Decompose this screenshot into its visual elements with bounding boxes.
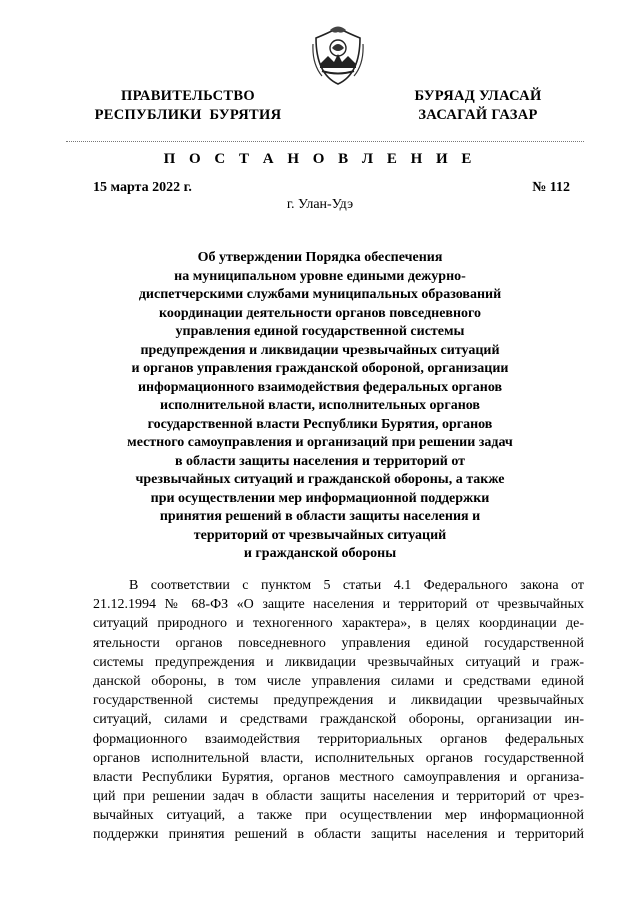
title-line: управления единой государственной системы bbox=[175, 324, 465, 339]
body-line: данской обороны, в том числе управления силами и средствами единой bbox=[93, 673, 584, 689]
body-line: формационного взаимодействия территориальных органов федеральных bbox=[93, 731, 584, 747]
title-line: на муниципальном уровне едиными дежурно- bbox=[174, 268, 466, 284]
title-line: принятия решений в области защиты населения и bbox=[159, 509, 481, 524]
title-line: местного самоуправления и организаций при решении задач bbox=[127, 435, 513, 450]
coat-of-arms-icon bbox=[312, 24, 364, 86]
body-line: власти Республики Бурятия, органов местного самоуправления и организа- bbox=[93, 769, 584, 785]
body-line: поддержки принятия решений в области защиты населения и территорий bbox=[93, 827, 584, 843]
title-line: чрезвычайных ситуаций и гражданской обороны, а также bbox=[135, 472, 505, 487]
title-line: государственной власти Республики Бурятия, органов bbox=[147, 416, 493, 432]
title-line: в области защиты населения и территорий от bbox=[174, 453, 466, 469]
body-line: государственной системы предупреждения и ликвидации чрезвычайных bbox=[93, 693, 584, 709]
title-line: диспетчерскими службами муниципальных образований bbox=[138, 287, 502, 302]
body-line: ситуаций природного и техногенного характера», в целях координации де- bbox=[93, 616, 584, 632]
body-line: ятельности органов повседневного управления единой государственной bbox=[93, 635, 584, 651]
document-date: 15 марта 2022 г. bbox=[93, 180, 192, 195]
title-line: информационного взаимодействия федеральных органов bbox=[137, 379, 503, 395]
document-city: г. Улан-Удэ bbox=[286, 197, 354, 212]
government-name-buryat bbox=[378, 87, 578, 125]
right-org-line: ЗАСАГАЙ ГАЗАР bbox=[418, 107, 538, 123]
title-line: предупреждения и ликвидации чрезвычайных ситуаций bbox=[140, 342, 500, 358]
title-line: и органов управления гражданской обороной, организации bbox=[131, 361, 509, 376]
body-line: органов исполнительной власти, исполнительных органов государственной bbox=[93, 750, 584, 766]
document-number: № 112 bbox=[532, 180, 570, 195]
body-line: ситуаций, силами и средствами гражданской обороны, организации ин- bbox=[93, 712, 584, 728]
right-org-line: БУРЯАД УЛАСАЙ bbox=[414, 88, 542, 104]
header-divider bbox=[66, 141, 584, 142]
left-org-line: РЕСПУБЛИКИ БУРЯТИЯ bbox=[94, 107, 282, 123]
document-body bbox=[93, 576, 584, 845]
left-org-line: ПРАВИТЕЛЬСТВО bbox=[121, 88, 255, 104]
body-line: системы предупреждения и ликвидации чрезвычайных ситуаций и граж- bbox=[93, 654, 584, 670]
body-line: вычайных ситуаций, а также при осуществлении мер информационной bbox=[93, 808, 584, 824]
government-name-russian bbox=[78, 87, 298, 125]
body-line: 21.12.1994 № 68-ФЗ «О защите населения и территорий от чрезвычайных bbox=[93, 597, 584, 613]
title-line: и гражданской обороны bbox=[243, 546, 397, 561]
title-line: координации деятельности органов повседневного bbox=[158, 305, 482, 321]
title-line: при осуществлении мер информационной поддержки bbox=[150, 490, 490, 506]
document-type: П О С Т А Н О В Л Е Н И Е bbox=[163, 151, 477, 167]
body-line: В соответствии с пунктом 5 статьи 4.1 Федерального закона от bbox=[129, 578, 584, 593]
title-line: территорий от чрезвычайных ситуаций bbox=[193, 527, 447, 543]
document-title bbox=[90, 249, 550, 564]
title-line: исполнительной власти, исполнительных органов bbox=[160, 398, 480, 413]
title-line: Об утверждении Порядка обеспечения bbox=[197, 250, 443, 265]
body-line: ций при решении задач в области защиты населения и территорий от чрез- bbox=[93, 789, 584, 805]
